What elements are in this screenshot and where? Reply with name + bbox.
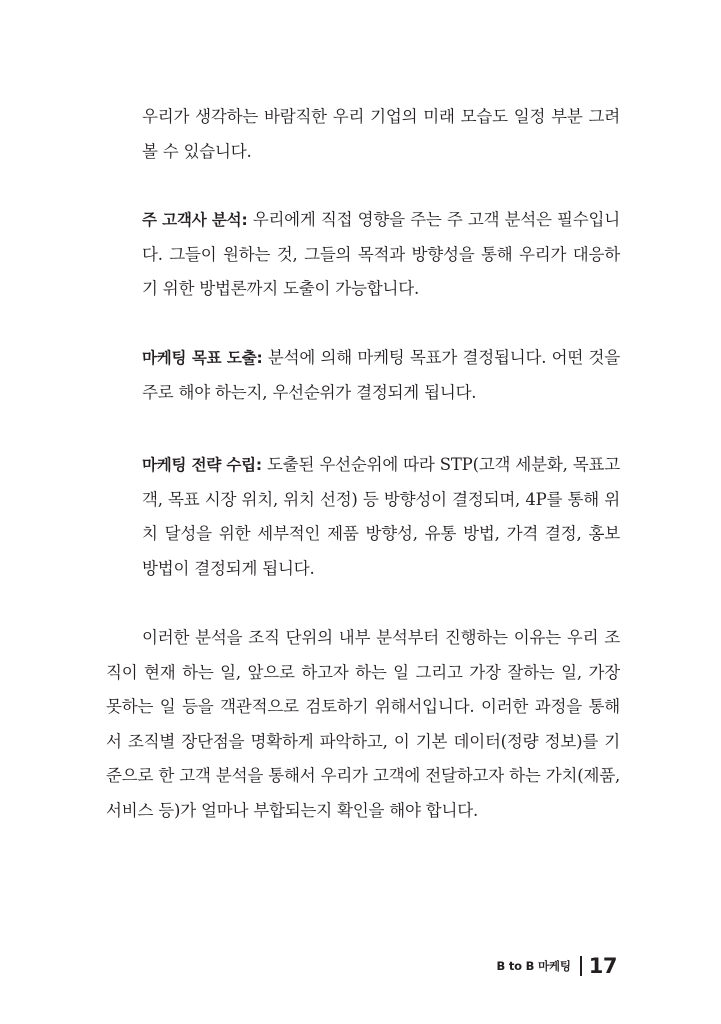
- marketing-strategy-paragraph: [142, 448, 620, 586]
- marketing-goal-paragraph: [142, 341, 620, 410]
- page-number: 17: [588, 954, 617, 978]
- page-footer: [496, 952, 617, 980]
- analysis-reason-paragraph: [106, 621, 620, 828]
- customer-analysis-paragraph: [142, 203, 620, 307]
- marketing-strategy-text: 도출된 우선순위에 따라 STP(고객 세분화, 목표고객, 목표 시장 위치, 위치 선정) 등 방향성이 결정되며, 4P를 통해 위치 달성을 위한 세부적인 제품 방향성, 유통 방법, 가격 결정, 홍보 방법이 결정되게 됩니다.: [142, 455, 620, 578]
- footer-divider: [580, 956, 582, 976]
- intro-text: 우리가 생각하는 바람직한 우리 기업의 미래 모습도 일정 부분 그려 볼 수 있습니다.: [142, 107, 620, 161]
- marketing-goal-text: 분석에 의해 마케팅 목표가 결정됩니다. 어떤 것을 주로 해야 하는지, 우선순위가 결정되게 됩니다.: [142, 348, 620, 402]
- customer-analysis-term: 주 고객사 분석:: [142, 211, 248, 229]
- running-title: B to B 마케팅: [496, 959, 571, 973]
- analysis-reason-text: 이러한 분석을 조직 단위의 내부 분석부터 진행하는 이유는 우리 조직이 현재 하는 일, 앞으로 하고자 하는 일 그리고 가장 잘하는 일, 가장 못하는 일 등을 객관적으로 검토하기 위해서입니다. 이러한 과정을 통해서 조직별 장단점을 명확하게 파악하고, 이 기본 데이터(정량 정보)를 기준으로 한 고객 분석을 통해서 우리가 고객에 전달하고자 하는 가치(제품, 서비스 등)가 얼마나 부합되는지 확인을 해야 합니다.: [106, 628, 620, 820]
- customer-analysis-text: 우리에게 직접 영향을 주는 주 고객 분석은 필수입니다. 그들이 원하는 것, 그들의 목적과 방향성을 통해 우리가 대응하기 위한 방법론까지 도출이 가능합니다.: [142, 210, 620, 298]
- intro-paragraph: [142, 100, 620, 169]
- marketing-goal-term: 마케팅 목표 도출:: [142, 349, 263, 367]
- marketing-strategy-term: 마케팅 전략 수립:: [142, 456, 262, 474]
